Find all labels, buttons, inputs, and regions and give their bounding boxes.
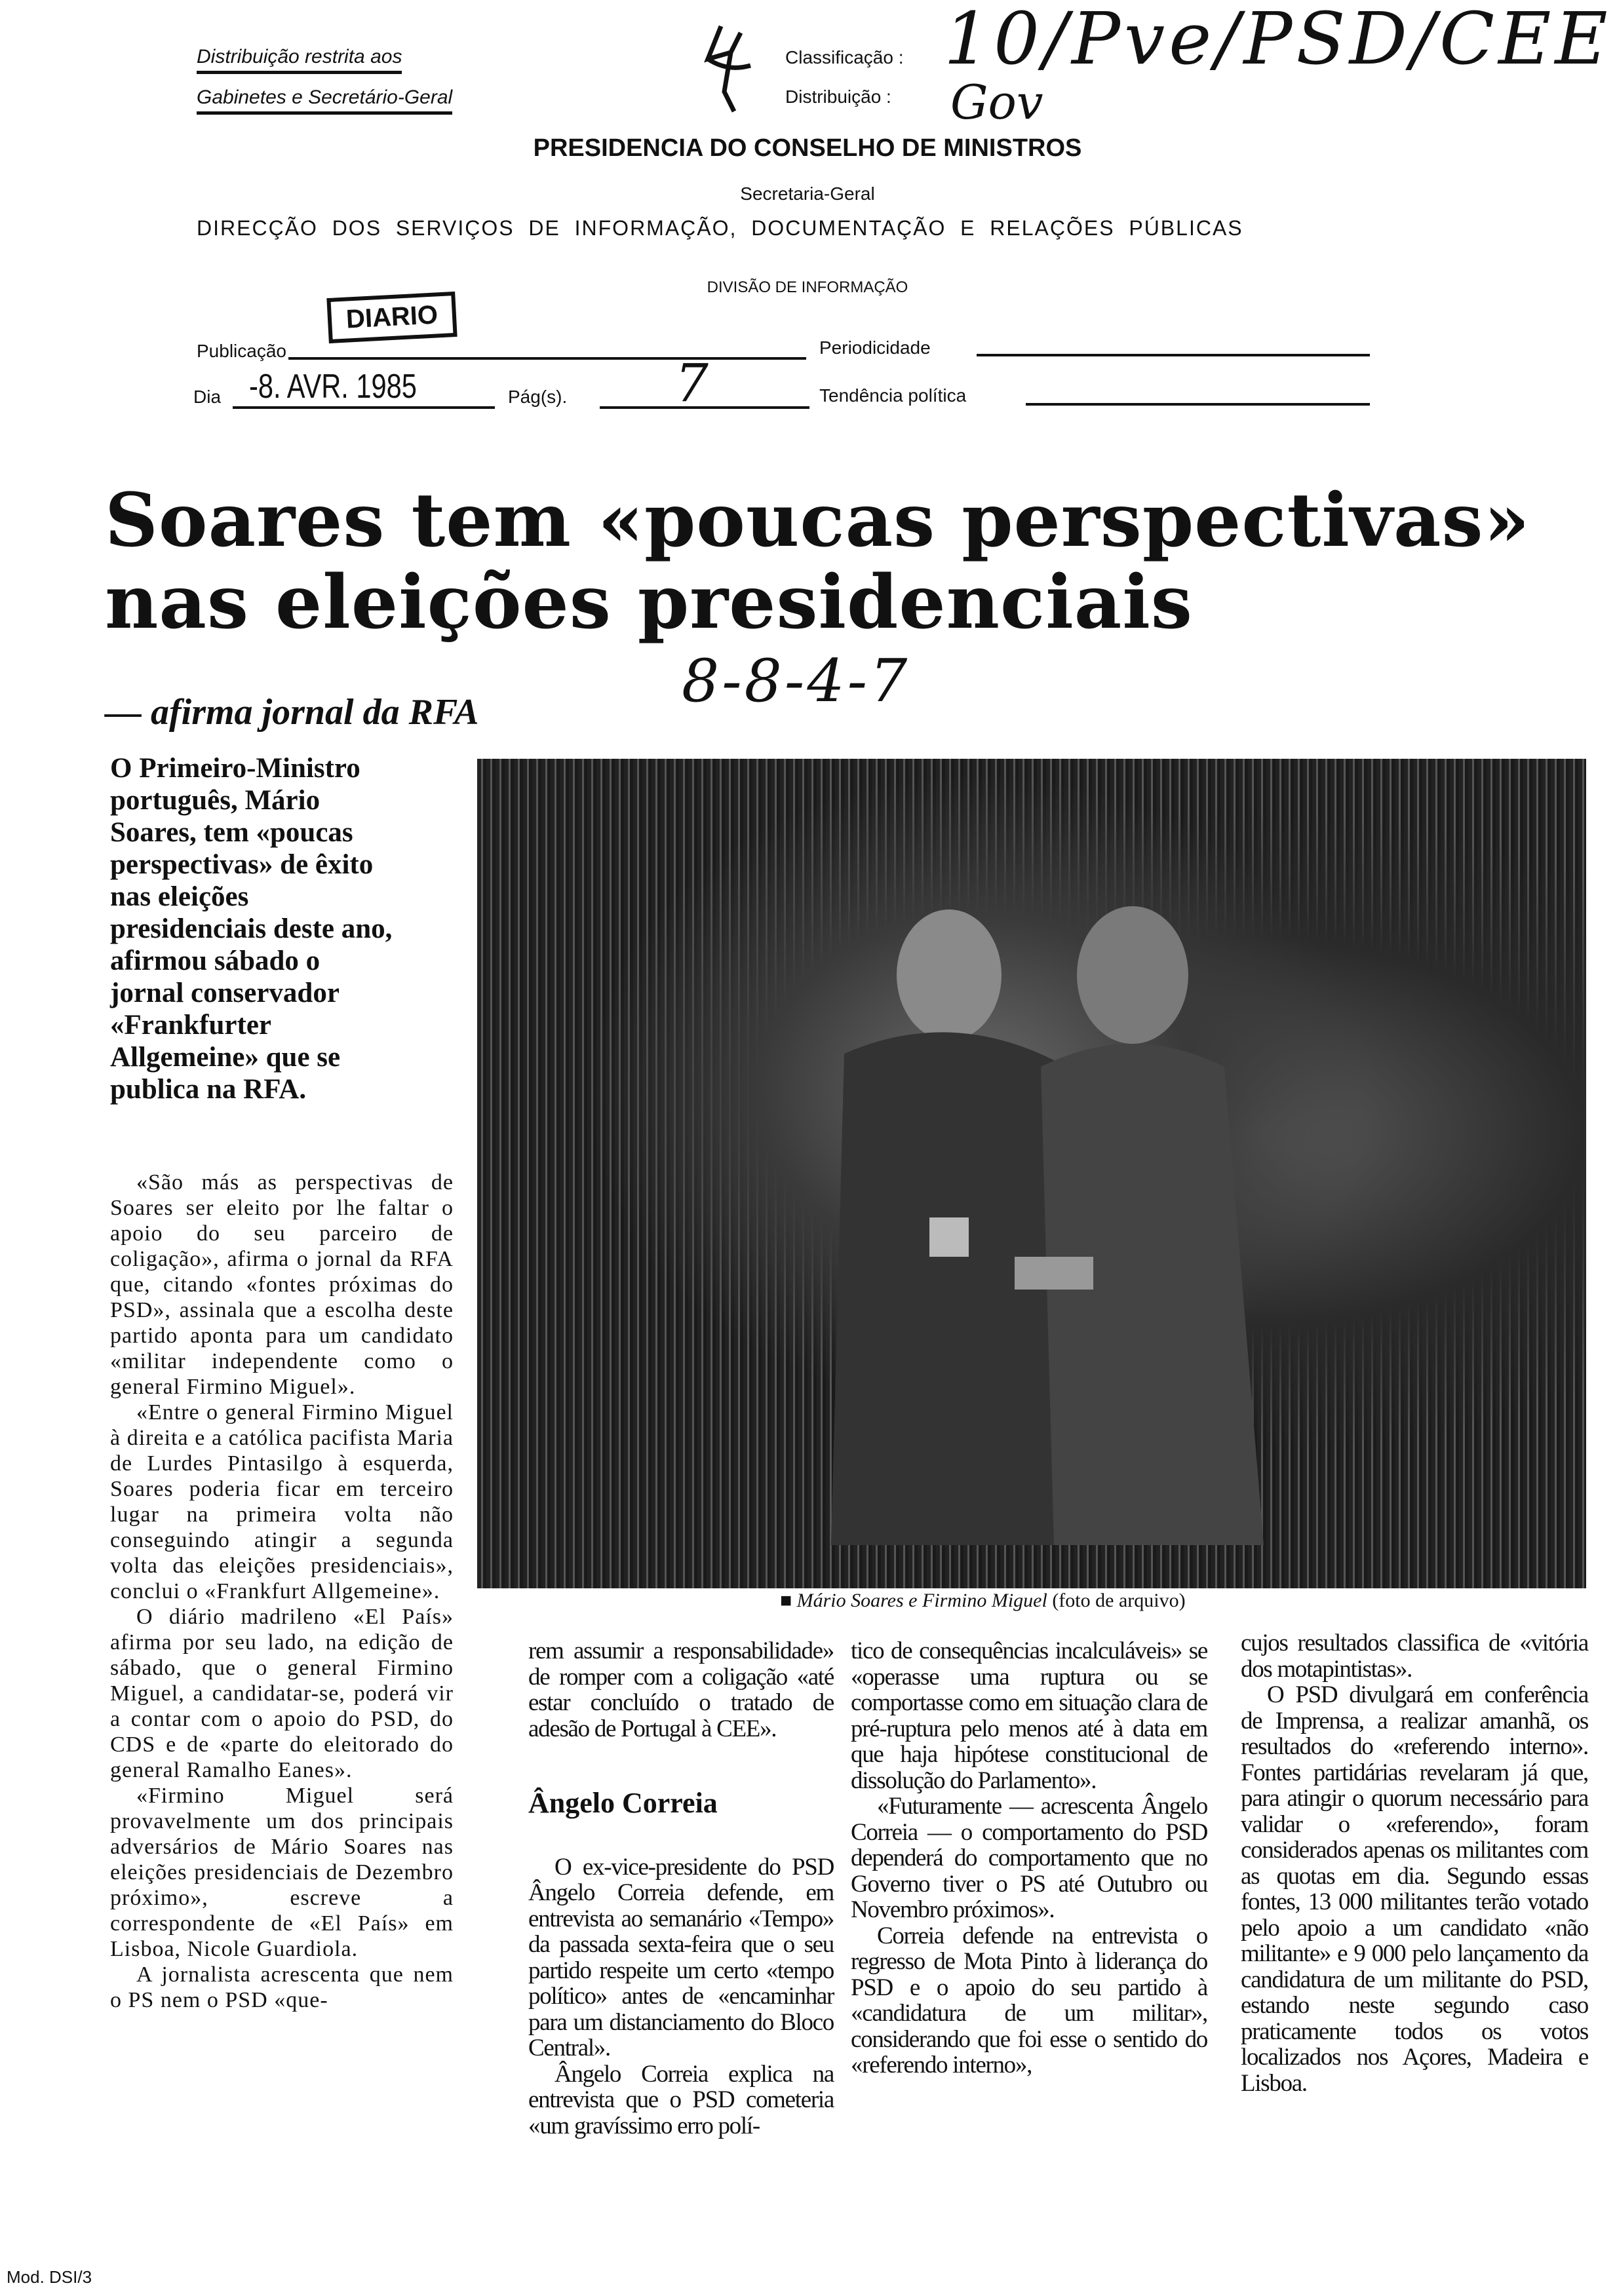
direccao-line: DIRECÇÃO DOS SERVIÇOS DE INFORMAÇÃO, DOCUMENTAÇÃO E RELAÇÕES PÚBLICAS — [197, 216, 1243, 240]
paragraph: «São más as perspectivas de Soares ser eleito por lhe faltar o apoio do seu parceiro de coligação», afirma o jornal da RFA que, citando «fontes próximas do PSD», assinala que a escolha deste partido aponta para um candidato «militar independente como o general Firmino Miguel». — [110, 1170, 454, 1399]
paragraph: «Futuramente — acrescenta Ângelo Correia — o comportamento do PSD dependerá do comportamento que no Governo tiver o PS até Outubro ou Novembro próximos». — [851, 1793, 1207, 1923]
article-column-4 — [1241, 1630, 1588, 2096]
section-subhead: Ângelo Correia — [528, 1787, 718, 1819]
paragraph: rem assumir a responsabilidade» de romper com a coligação «até estar concluído o tratado de adesão de Portugal à CEE». — [528, 1637, 834, 1742]
headline-line2: nas eleições presidenciais — [105, 560, 1193, 645]
dia-value: -8. AVR. 1985 — [249, 368, 417, 406]
article-column-1 — [110, 1170, 454, 2013]
divisao-informacao: DIVISÃO DE INFORMAÇÃO — [707, 278, 908, 296]
publicacao-label: Publicação — [197, 341, 286, 361]
handwritten-distribution: Gov — [950, 75, 1043, 130]
pags-label: Pág(s). — [508, 387, 568, 407]
dia-field-line — [233, 406, 495, 409]
handwritten-classification: 10/Pve/PSD/CEE — [944, 0, 1612, 81]
photo-figures-icon — [477, 759, 1586, 1588]
distribution-note-line1: Distribuição restrita aos — [197, 46, 402, 74]
tendencia-field-line — [1026, 403, 1370, 406]
periodicidade-label: Periodicidade — [819, 337, 931, 358]
paragraph: cujos resultados classifica de «vitória dos motapintistas». — [1241, 1630, 1588, 1683]
article-photo — [477, 759, 1586, 1588]
handwritten-mark-icon — [695, 20, 760, 118]
handwritten-date: 8-8-4-7 — [682, 647, 910, 716]
publicacao-field-line — [288, 357, 806, 360]
subheadline: — afirma jornal da RFA — [105, 692, 479, 733]
tendencia-label: Tendência política — [819, 385, 967, 406]
article-column-2 — [528, 1638, 834, 2139]
paragraph: tico de consequências incalculáveis» se «operasse uma ruptura ou se comportasse como em situação clara de pré-ruptura pelo menos até à data em que haja hipótese constitucional de dissolução do Parlamento». — [851, 1637, 1207, 1794]
distribution-note-line2: Gabinetes e Secretário-Geral — [197, 86, 452, 115]
caption-names: Mário Soares e Firmino Miguel — [796, 1590, 1047, 1611]
caption-bullet-icon: ■ — [780, 1590, 792, 1611]
periodicidade-field-line — [977, 354, 1370, 356]
pags-value: 7 — [675, 353, 709, 413]
form-code: Mod. DSI/3 — [7, 2267, 92, 2287]
ministry-title: PRESIDENCIA DO CONSELHO DE MINISTROS — [533, 134, 1082, 162]
paragraph: A jornalista acrescenta que nem o PS nem o PSD «que- — [110, 1962, 454, 2012]
dia-label: Dia — [193, 387, 222, 407]
secretaria-geral: Secretaria-Geral — [740, 183, 875, 204]
paragraph: O diário madrileno «El País» afirma por seu lado, na edição de sábado, que o general Firmino Miguel, a candidatar-se, poderá vir a contar com o apoio do PSD, do CDS e de «parte do eleitorado do general Ramalho Eanes». — [110, 1605, 454, 1782]
distribuicao-label: Distribuição : — [785, 86, 891, 107]
publication-stamp: DIARIO — [326, 292, 457, 343]
paragraph: O ex-vice-presidente do PSD Ângelo Correia defende, em entrevista ao semanário «Tempo» da passada sexta-feira que o seu partido respeite um certo «tempo político» antes de «encaminhar para um distanciamento do Bloco Central». — [528, 1853, 834, 2061]
paragraph: Ângelo Correia explica na entrevista que o PSD cometeria «um gravíssimo erro polí- — [528, 2060, 834, 2139]
photo-caption — [780, 1590, 1186, 1612]
caption-credit: (foto de arquivo) — [1052, 1590, 1186, 1611]
paragraph: «Entre o general Firmino Miguel à direita e a católica pacifista Maria de Lurdes Pintasilgo à esquerda, Soares poderia ficar em terceiro lugar na primeira volta não conseguindo atingir a segunda volta das eleições presidenciais», conclui o «Frankfurt Allgemeine». — [110, 1400, 454, 1603]
paragraph: Correia defende na entrevista o regresso de Mota Pinto à liderança do PSD e o apoio do seu partido à «candidatura de um militar», considerando que foi esse o sentido do «referendo interno», — [851, 1922, 1207, 2078]
paragraph: «Firmino Miguel será provavelmente um dos principais adversários de Mário Soares nas eleições presidenciais de Dezembro próximo», escreve a correspondente de «El País» em Lisboa, Nicole Guardiola. — [110, 1784, 454, 1961]
article-lead: O Primeiro-Ministro português, Mário Soares, tem «poucas perspectivas» de êxito nas eleições presidenciais deste ano, afirmou sábado o jornal conservador «Frankfurter Allgemeine» que se publica na RFA. — [110, 753, 393, 1105]
paragraph: O PSD divulgará em conferência de Imprensa, a realizar amanhã, os resultados do «referendo interno». Fontes partidárias revelaram já que, para atingir o quorum necessário para validar o «referendo», foram considerados apenas os militantes com as quotas em dia. Segundo essas fontes, 13 000 militantes terão votado pelo apoio a um candidato «não militante» e 9 000 pelo lançamento da candidatura de um militante do PSD, estando neste segundo caso praticamente todos os votos localizados nos Açores, Madeira e Lisboa. — [1241, 1681, 1588, 2097]
headline-line1: Soares tem «poucas perspectivas» — [105, 478, 1530, 564]
classificacao-label: Classificação : — [785, 47, 904, 67]
article-column-3 — [851, 1638, 1207, 2078]
